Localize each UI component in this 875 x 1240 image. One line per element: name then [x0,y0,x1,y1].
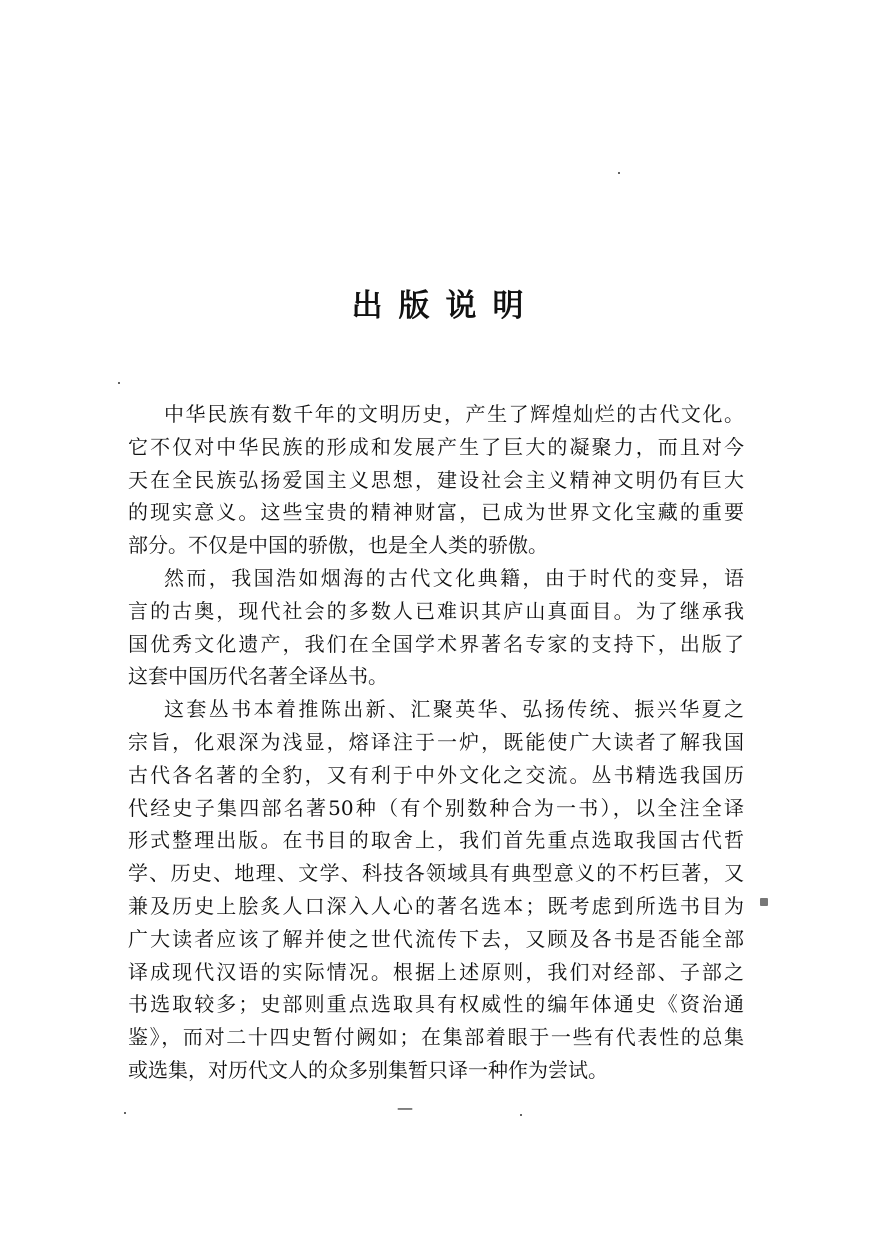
text-line: 古代各名著的全豹，又有利于中外文化之交流。丛书精选我国历 [128,762,744,787]
text-line: 言的古奥，现代社会的多数人已难识其庐山真面目。为了继承我 [128,598,744,623]
text-line: 宗旨，化艰深为浅显，熔译注于一炉，既能使广大读者了解我国 [128,729,744,754]
text-line: 学、历史、地理、文学、科技各领域具有典型意义的不朽巨著，又 [128,861,744,886]
text-line: 国优秀文化遗产，我们在全国学术界著名专家的支持下，出版了 [128,631,744,656]
text-line: 然而，我国浩如烟海的古代文化典籍，由于时代的变异，语 [164,565,744,590]
text-line: 译成现代汉语的实际情况。根据上述原则，我们对经部、子部之 [128,959,744,984]
text-line: 或选集，对历代文人的众多别集暂只译一种作为尝试。 [128,1057,608,1082]
document-body [128,398,744,1087]
page-title: 出版说明 [351,288,540,324]
scan-speck [124,1112,126,1114]
scan-speck [118,382,120,384]
scan-speck [618,172,620,174]
text-line: 广大读者应该了解并使之世代流传下去，又顾及各书是否能全部 [128,926,744,951]
page-number: — [397,1098,413,1117]
text-line: 部分。不仅是中国的骄傲，也是全人类的骄傲。 [128,533,548,558]
text-line: 天在全民族弘扬爱国主义思想，建设社会主义精神文明仍有巨大 [128,467,744,492]
text-line: 鉴》，而对二十四史暂付阙如；在集部着眼于一些有代表性的总集 [128,1025,744,1050]
text-line: 它不仅对中华民族的形成和发展产生了巨大的凝聚力，而且对今 [128,434,744,459]
text-line: 兼及历史上脍炙人口深入人心的著名选本；既考虑到所选书目为 [128,893,744,918]
text-line: 这套中国历代名著全译丛书。 [128,664,388,689]
scan-speck [520,1114,522,1116]
text-line: 形式整理出版。在书目的取舍上，我们首先重点选取我国古代哲 [128,828,744,853]
scan-speck [760,898,768,906]
text-line: 这套丛书本着推陈出新、汇聚英华、弘扬传统、振兴华夏之 [164,697,744,722]
text-line: 中华民族有数千年的文明历史，产生了辉煌灿烂的古代文化。 [164,402,744,426]
text-line: 代经史子集四部名著50种（有个别数种合为一书），以全注全译 [128,795,744,820]
text-line: 书选取较多；史部则重点选取具有权威性的编年体通史《资治通 [128,992,744,1017]
text-line: 的现实意义。这些宝贵的精神财富，已成为世界文化宝藏的重要 [128,500,744,525]
